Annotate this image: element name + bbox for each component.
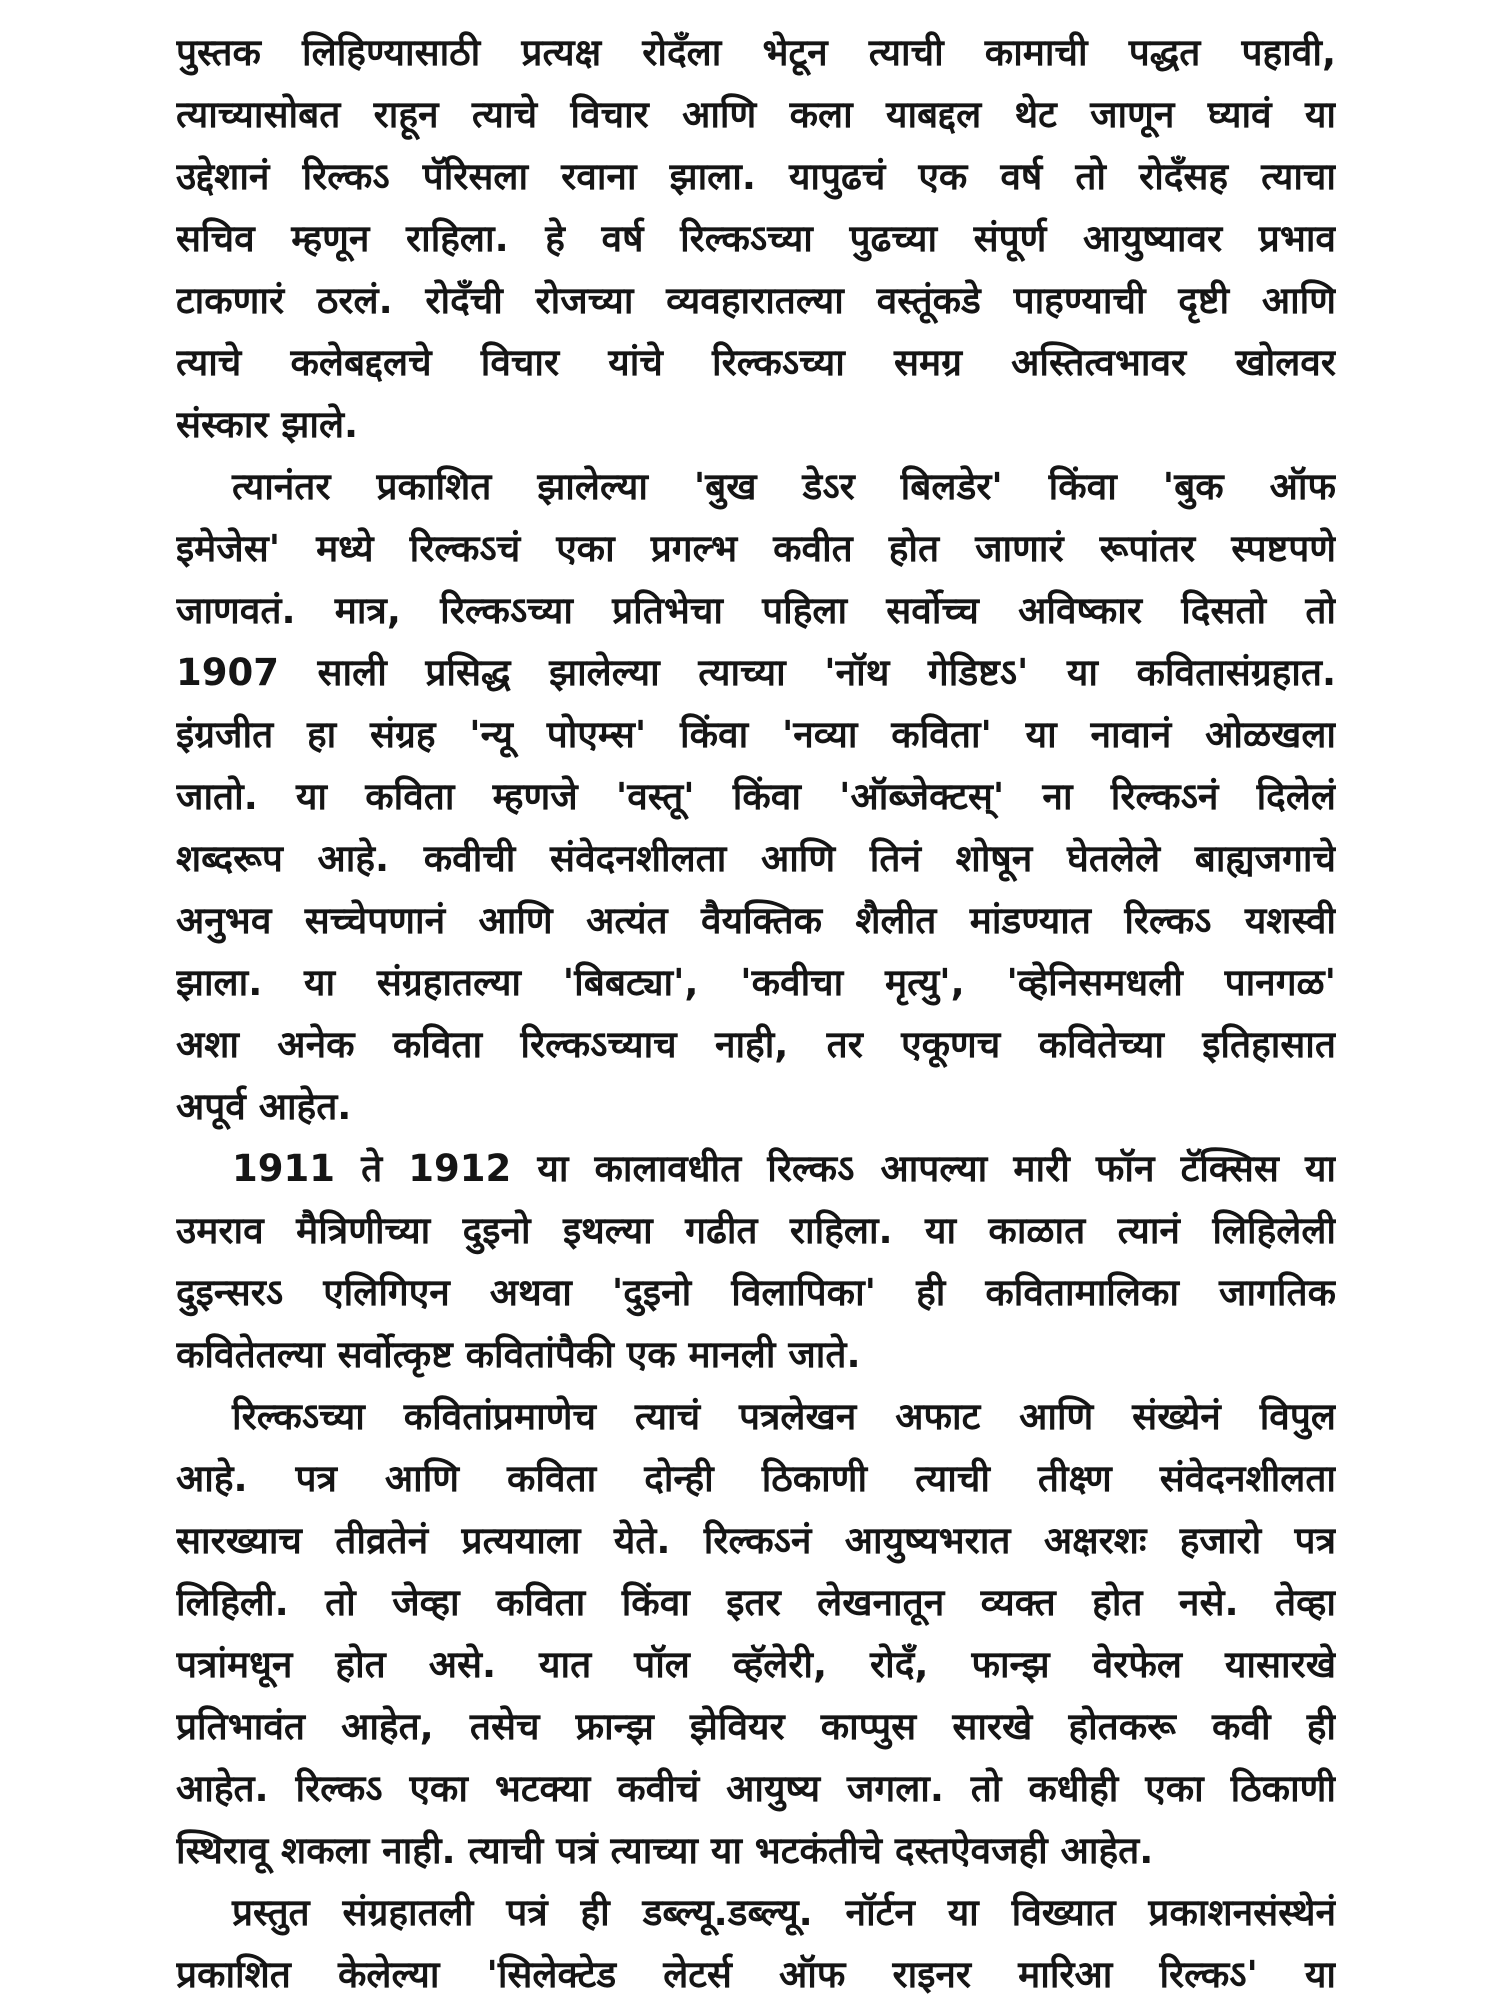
text-line: प्रतिभावंत आहेत, तसेच फ्रान्झ झेवियर काप्पुस सारखे होतकरू कवी ही [176, 1705, 1336, 1748]
text-line: आहे. पत्र आणि कविता दोन्ही ठिकाणी त्याची तीक्ष्ण संवेदनशीलता [176, 1457, 1336, 1500]
text-line: 1907 साली प्रसिद्ध झालेल्या त्याच्या 'नॉथ गेडिष्टऽ' या कवितासंग्रहात. [176, 651, 1336, 694]
text-line: स्थिरावू शकला नाही. त्याची पत्रं त्याच्या या भटकंतीचे दस्तऐवजही आहेत. [176, 1829, 1154, 1872]
text-line: आहेत. रिल्कऽ एका भटक्या कवीचं आयुष्य जगला. तो कधीही एका ठिकाणी [176, 1767, 1336, 1810]
text-line: संस्कार झाले. [176, 403, 359, 446]
paragraph [176, 456, 1336, 1138]
text-line: पत्रांमधून होत असे. यात पॉल व्हॅलेरी, रोदँ, फान्झ वेरफेल यासारखे [176, 1643, 1336, 1686]
text-line: सचिव म्हणून राहिला. हे वर्ष रिल्कऽच्या पुढच्या संपूर्ण आयुष्यावर प्रभाव [176, 217, 1336, 260]
text-line: पुस्तक लिहिण्यासाठी प्रत्यक्ष रोदँला भेटून त्याची कामाची पद्धत पहावी, [176, 31, 1336, 74]
text-line: अशा अनेक कविता रिल्कऽच्याच नाही, तर एकूणच कवितेच्या इतिहासात [176, 1023, 1336, 1066]
text-line: उद्देशानं रिल्कऽ पॅरिसला रवाना झाला. यापुढचं एक वर्ष तो रोदँसह त्याचा [176, 155, 1336, 198]
text-line: अपूर्व आहेत. [176, 1085, 352, 1128]
text-line: शब्दरूप आहे. कवीची संवेदनशीलता आणि तिनं शोषून घेतलेले बाह्यजगाचे [176, 837, 1336, 880]
paragraph [176, 1138, 1336, 1386]
text-line: सारख्याच तीव्रतेनं प्रत्ययाला येते. रिल्कऽनं आयुष्यभरात अक्षरशः हजारो पत्र [176, 1519, 1336, 1562]
text-line: इमेजेस' मध्ये रिल्कऽचं एका प्रगल्भ कवीत होत जाणारं रूपांतर स्पष्टपणे [176, 527, 1336, 570]
text-line: प्रस्तुत संग्रहातली पत्रं ही डब्ल्यू.डब्ल्यू. नॉर्टन या विख्यात प्रकाशनसंस्थेनं [232, 1891, 1336, 1934]
text-line: त्यानंतर प्रकाशित झालेल्या 'बुख डेऽर बिलडेर' किंवा 'बुक ऑफ [232, 465, 1336, 508]
text-line: अनुभव सच्चेपणानं आणि अत्यंत वैयक्तिक शैलीत मांडण्यात रिल्कऽ यशस्वी [176, 899, 1336, 942]
text-line: दुइन्सरऽ एलिगिएन अथवा 'दुइनो विलापिका' ही कवितामालिका जागतिक [176, 1271, 1336, 1314]
paragraph [176, 1386, 1336, 1882]
text-line: इंग्रजीत हा संग्रह 'न्यू पोएम्स' किंवा 'नव्या कविता' या नावानं ओळखला [176, 713, 1336, 756]
text-line: टाकणारं ठरलं. रोदँची रोजच्या व्यवहारातल्या वस्तूंकडे पाहण्याची दृष्टी आणि [176, 279, 1336, 322]
text-line: त्याच्यासोबत राहून त्याचे विचार आणि कला याबद्दल थेट जाणून घ्यावं या [176, 93, 1336, 136]
text-line: झाला. या संग्रहातल्या 'बिबट्या', 'कवीचा मृत्यु', 'व्हेनिसमधली पानगळ' [176, 961, 1336, 1004]
paragraph [176, 22, 1336, 456]
text-line: जाणवतं. मात्र, रिल्कऽच्या प्रतिभेचा पहिला सर्वोच्च अविष्कार दिसतो तो [176, 589, 1336, 632]
text-line: रिल्कऽच्या कवितांप्रमाणेच त्याचं पत्रलेखन अफाट आणि संख्येनं विपुल [232, 1395, 1336, 1438]
text-line: प्रकाशित केलेल्या 'सिलेक्टेड लेटर्स ऑफ राइनर मारिआ रिल्कऽ' या [176, 1953, 1336, 1996]
text-line: जातो. या कविता म्हणजे 'वस्तू' किंवा 'ऑब्जेक्टस्' ना रिल्कऽनं दिलेलं [176, 775, 1336, 818]
paragraph [176, 1882, 1336, 2006]
text-line: उमराव मैत्रिणीच्या दुइनो इथल्या गढीत राहिला. या काळात त्यानं लिहिलेली [176, 1209, 1336, 1252]
text-line: लिहिली. तो जेव्हा कविता किंवा इतर लेखनातून व्यक्त होत नसे. तेव्हा [176, 1581, 1336, 1624]
text-line: कवितेतल्या सर्वोत्कृष्ट कवितांपैकी एक मानली जाते. [176, 1333, 861, 1376]
body-text [176, 22, 1336, 2006]
text-line: त्याचे कलेबद्दलचे विचार यांचे रिल्कऽच्या समग्र अस्तित्वभावर खोलवर [176, 341, 1336, 384]
text-line: 1911 ते 1912 या कालावधीत रिल्कऽ आपल्या मारी फॉन टॅक्सिस या [232, 1147, 1336, 1190]
